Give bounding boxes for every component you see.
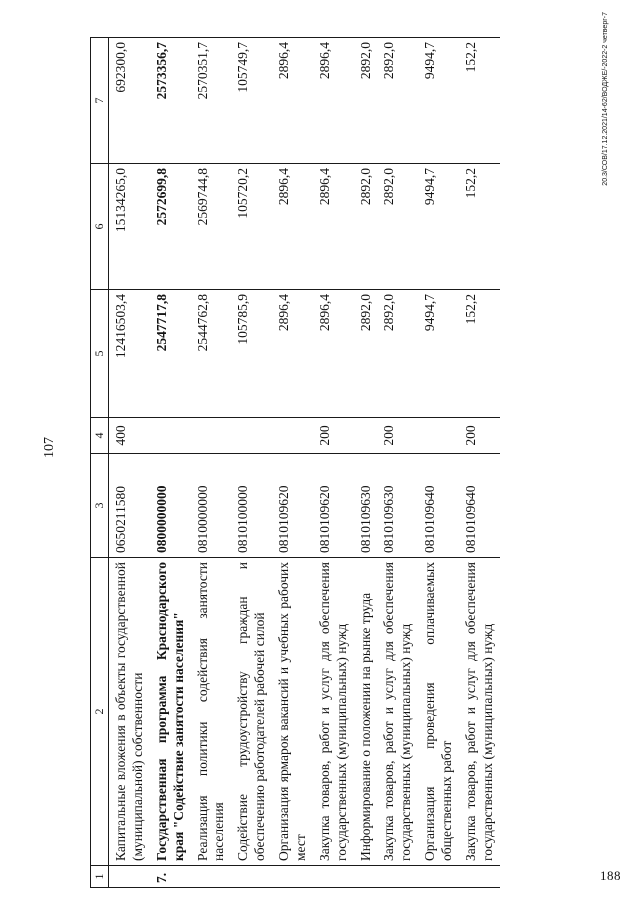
row-vr-code: 200 [313,418,354,454]
table-row [231,38,272,888]
row-number [272,866,313,888]
top-page-number: 107 [42,437,57,458]
row-name: Капитальные вложения в объекты государственной (муниципальной) собственности [109,558,150,866]
row-csr-code: 0810109630 [377,454,418,558]
row-csr-code: 0810109640 [459,454,500,558]
footer-code: 20.3/СОВ/17.12.2021/14-62/ВОДЖЕ/-2022-2 четверг-7 [602,12,609,186]
row-value-2023: 9494,7 [418,164,459,290]
column-header: 1 [91,866,109,888]
row-value-2022: 2892,0 [377,290,418,418]
table-row [272,38,313,888]
row-name: Организация проведения оплачиваемых общественных работ [418,558,459,866]
row-value-2023: 2896,4 [272,164,313,290]
row-number [109,866,150,888]
rotated-page-content [42,8,610,888]
row-value-2022: 2896,4 [313,290,354,418]
table-row [150,38,191,888]
row-csr-code: 0800000000 [150,454,191,558]
row-value-2023: 105720,2 [231,164,272,290]
row-value-2023: 152,2 [459,164,500,290]
row-value-2022: 2892,0 [354,290,378,418]
row-value-2022: 12416503,4 [109,290,150,418]
row-vr-code: 200 [459,418,500,454]
row-name: Реализация политики содействия занятости населения [191,558,232,866]
budget-table [90,37,500,888]
column-header: 4 [91,418,109,454]
table-row [313,38,354,888]
row-vr-code [150,418,191,454]
row-vr-code [272,418,313,454]
row-value-2024: 152,2 [459,38,500,164]
row-number [313,866,354,888]
row-name: Информирование о положении на рынке труда [354,558,378,866]
row-number [231,866,272,888]
column-header: 3 [91,454,109,558]
row-value-2022: 2547717,8 [150,290,191,418]
row-name: Содействие трудоустройству граждан и обеспечению работодателей рабочей силой [231,558,272,866]
row-csr-code: 0810109620 [272,454,313,558]
row-name: Закупка товаров, работ и услуг для обеспечения государственных (муниципальных) нужд [377,558,418,866]
row-value-2022: 2544762,8 [191,290,232,418]
row-value-2024: 2892,0 [354,38,378,164]
row-vr-code [191,418,232,454]
row-csr-code: 0810000000 [191,454,232,558]
row-vr-code [354,418,378,454]
row-value-2024: 2896,4 [272,38,313,164]
row-value-2023: 2572699,8 [150,164,191,290]
column-header: 5 [91,290,109,418]
row-vr-code: 200 [377,418,418,454]
row-value-2024: 105749,7 [231,38,272,164]
row-name: Организация ярмарок вакансий и учебных рабочих мест [272,558,313,866]
table-header-row [91,38,109,888]
row-vr-code [231,418,272,454]
table-row [354,38,378,888]
row-number: 7. [150,866,191,888]
table-row [459,38,500,888]
table-row [377,38,418,888]
column-header: 7 [91,38,109,164]
column-header: 6 [91,164,109,290]
row-value-2024: 2892,0 [377,38,418,164]
row-value-2023: 15134265,0 [109,164,150,290]
row-value-2022: 2896,4 [272,290,313,418]
row-number [459,866,500,888]
row-name: Закупка товаров, работ и услуг для обеспечения государственных (муниципальных) нужд [313,558,354,866]
row-value-2023: 2896,4 [313,164,354,290]
table-row [418,38,459,888]
row-csr-code: 0810109640 [418,454,459,558]
row-csr-code: 0650211580 [109,454,150,558]
row-vr-code: 400 [109,418,150,454]
row-value-2024: 2896,4 [313,38,354,164]
row-vr-code [418,418,459,454]
column-header: 2 [91,558,109,866]
row-number [377,866,418,888]
row-number [191,866,232,888]
row-value-2024: 692300,0 [109,38,150,164]
row-value-2023: 2892,0 [354,164,378,290]
row-value-2024: 2570351,7 [191,38,232,164]
row-name: Закупка товаров, работ и услуг для обеспечения государственных (муниципальных) нужд [459,558,500,866]
row-csr-code: 0810109620 [313,454,354,558]
row-value-2024: 2573356,7 [150,38,191,164]
row-csr-code: 0810100000 [231,454,272,558]
row-csr-code: 0810109630 [354,454,378,558]
row-number [354,866,378,888]
row-value-2022: 9494,7 [418,290,459,418]
row-number [418,866,459,888]
table-row [191,38,232,888]
table-row [109,38,150,888]
row-name: Государственная программа Краснодарского края "Содействие занятости населения" [150,558,191,866]
row-value-2023: 2892,0 [377,164,418,290]
row-value-2022: 152,2 [459,290,500,418]
row-value-2024: 9494,7 [418,38,459,164]
page-number: 188 [600,868,621,883]
row-value-2023: 2569744,8 [191,164,232,290]
row-value-2022: 105785,9 [231,290,272,418]
